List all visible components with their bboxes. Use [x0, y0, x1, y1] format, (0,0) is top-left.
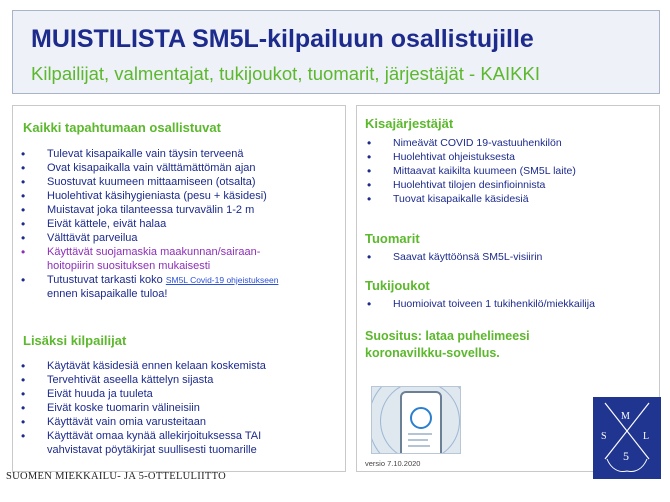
logo-letter-l: L — [643, 431, 650, 442]
guidelines-link[interactable]: SM5L Covid-19 ohjeistukseen — [165, 275, 279, 285]
list-item: • Ovat kisapaikalla vain välttämättömän ajan — [13, 161, 278, 175]
section-heading-judges: Tuomarit — [365, 231, 420, 246]
list-item: • Välttävät parveilua — [13, 231, 278, 245]
header-banner — [12, 10, 660, 94]
logo-number-five: 5 — [623, 449, 629, 463]
list-item: • Muistavat joka tilanteessa turvavälin 1-2 m — [13, 203, 278, 217]
list-organizers — [357, 136, 576, 206]
app-recommendation — [365, 328, 530, 362]
list-item: • Tuovat kisapaikalle käsidesiä — [357, 192, 576, 206]
guidelines-prefix: Tutustuvat tarkasti koko — [47, 274, 166, 286]
app-logo-icon — [410, 407, 432, 429]
list-item: • Eivät huuda ja tuuleta — [13, 387, 266, 401]
section-heading-support: Tukijoukot — [365, 278, 430, 293]
recommendation-line-2: koronavilkku-sovellus. — [365, 346, 500, 360]
recommendation-line-1: Suositus: lataa puhelimeesi — [365, 329, 530, 343]
list-item: • Eivät kättele, eivät halaa — [13, 217, 278, 231]
list-item: • Käyttävät vain omia varusteitaan — [13, 415, 266, 429]
list-item-signature — [13, 429, 266, 457]
guidelines-line-2: ennen kisapaikalle tuloa! — [47, 288, 168, 300]
version-label: versio 7.10.2020 — [365, 459, 421, 468]
list-all-participants — [13, 147, 278, 301]
page-title: MUISTILISTA SM5L-kilpailuun osallistujille — [31, 25, 534, 53]
sm5l-logo — [593, 397, 661, 479]
signature-line-2: vahvistavat pöytäkirjat suullisesti tuomarille — [47, 444, 257, 456]
section-heading-competitors: Lisäksi kilpailijat — [23, 333, 127, 348]
list-item-mask — [13, 245, 278, 273]
organization-name: SUOMEN MIEKKAILU- JA 5-OTTELULIITTO — [6, 471, 226, 482]
page-subtitle: Kilpailijat, valmentajat, tukijoukot, tuomarit, järjestäjät - KAIKKI — [31, 63, 540, 84]
list-item: • Huolehtivat ohjeistuksesta — [357, 150, 576, 164]
list-item: • Saavat käyttöönsä SM5L-visiirin — [357, 250, 542, 264]
list-item: • Huolehtivat tilojen desinfioinnista — [357, 178, 576, 192]
logo-letter-m: M — [621, 411, 630, 422]
phone-icon — [400, 391, 442, 454]
list-item: • Käytävät käsidesiä ennen kelaan koskemista — [13, 359, 266, 373]
mask-line-2: hoitopiirin suosituksen mukaisesti — [47, 260, 211, 272]
list-item: • Mittaavat kaikilta kuumeen (SM5L laite) — [357, 164, 576, 178]
list-item: • Suostuvat kuumeen mittaamiseen (otsalta) — [13, 175, 278, 189]
mask-line-1: Käyttävät suojamaskia maakunnan/sairaan- — [47, 246, 261, 258]
list-competitors — [13, 359, 266, 457]
list-item: • Tulevat kisapaikalle vain täysin terveenä — [13, 147, 278, 161]
list-item-guidelines — [13, 273, 278, 301]
list-judges — [357, 250, 542, 264]
signature-line-1: Käyttävät omaa kynää allekirjoituksessa TAI — [47, 430, 262, 442]
logo-letter-s: S — [601, 431, 607, 442]
list-item: • Eivät koske tuomarin välineisiin — [13, 401, 266, 415]
section-heading-organizers: Kisajärjestäjät — [365, 116, 454, 131]
list-support — [357, 297, 595, 311]
left-column — [12, 105, 346, 472]
list-item: • Huomioivat toiveen 1 tukihenkilö/miekkailija — [357, 297, 595, 311]
list-item: • Huolehtivat käsihygieniasta (pesu + käsidesi) — [13, 189, 278, 203]
list-item: • Tervehtivät aseella kättelyn sijasta — [13, 373, 266, 387]
koronavilkku-app-image — [371, 386, 461, 454]
list-item: • Nimeävät COVID 19-vastuuhenkilön — [357, 136, 576, 150]
section-heading-all-participants: Kaikki tapahtumaan osallistuvat — [23, 120, 221, 135]
